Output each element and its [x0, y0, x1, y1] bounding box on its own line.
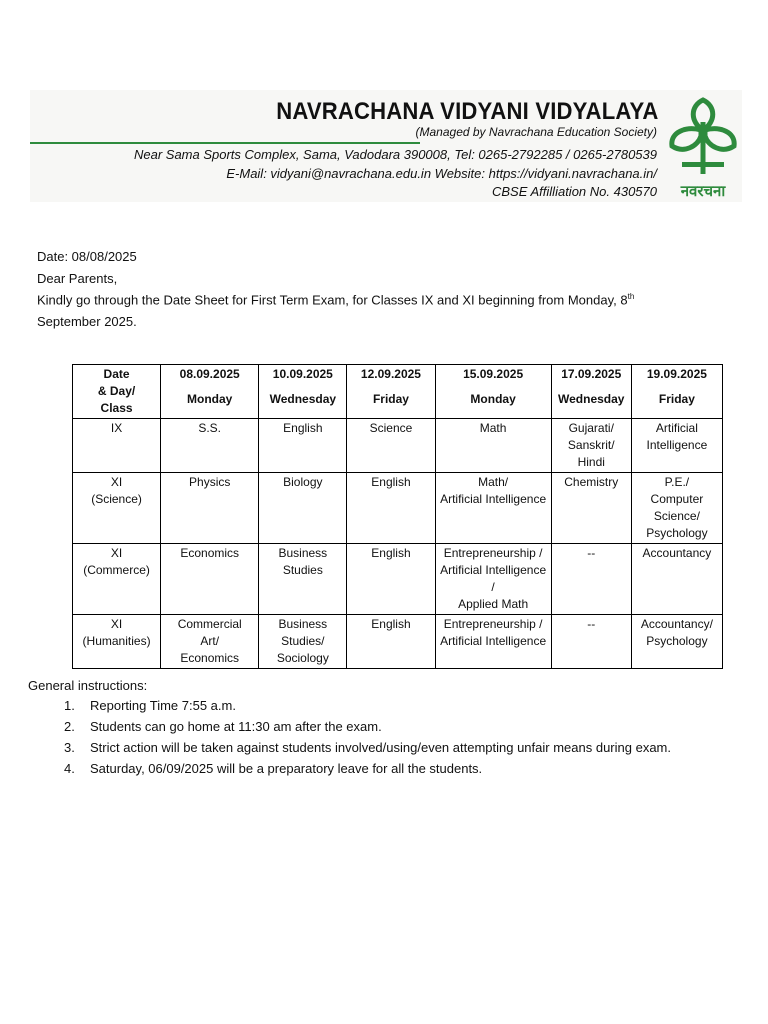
- subject-cell: [161, 473, 259, 544]
- subject-line: --: [587, 617, 596, 631]
- header-corner-line: Date: [103, 367, 130, 381]
- instruction-text: Strict action will be taken against students involved/using/even attempting unfair means during exam.: [90, 740, 671, 755]
- subject-line: Sanskrit/: [567, 438, 615, 452]
- instruction-item: [60, 759, 680, 779]
- table-row: [73, 544, 723, 615]
- table-row: [73, 473, 723, 544]
- header-corner-line: Class: [100, 401, 133, 415]
- subject-line: Psychology: [646, 634, 708, 648]
- subject-line: Physics: [189, 475, 231, 489]
- instruction-number: 1.: [64, 698, 75, 713]
- header-date-cell: [259, 365, 347, 419]
- subject-line: P.E./: [664, 475, 690, 489]
- class-line: (Commerce): [83, 563, 150, 577]
- header-date-cell: [631, 365, 722, 419]
- subject-line: Gujarati/: [568, 421, 614, 435]
- instruction-text: Students can go home at 11:30 am after the exam.: [90, 719, 382, 734]
- subject-cell: [347, 615, 435, 669]
- subject-line: Artificial Intelligence: [440, 492, 547, 506]
- header-date: 19.09.2025: [646, 367, 707, 381]
- instruction-text: Saturday, 06/09/2025 will be a preparatory leave for all the students.: [90, 761, 483, 776]
- letterhead-rule: [30, 142, 420, 144]
- header-day: Monday: [187, 392, 233, 406]
- instruction-number: 4.: [64, 761, 75, 776]
- subject-line: Biology: [283, 475, 323, 489]
- subject-line: Psychology: [646, 526, 708, 540]
- header-day: Wednesday: [269, 392, 337, 406]
- subject-cell: [435, 473, 551, 544]
- subject-cell: [259, 615, 347, 669]
- managed-by: (Managed by Navrachana Education Society): [415, 125, 657, 139]
- class-cell: [73, 419, 161, 473]
- header-day: Wednesday: [558, 392, 625, 406]
- subject-line: Entrepreneurship /: [443, 546, 543, 560]
- instruction-number: 2.: [64, 719, 75, 734]
- subject-line: Business: [278, 546, 328, 560]
- subject-line: Computer: [650, 492, 704, 506]
- subject-cell: [435, 615, 551, 669]
- subject-line: --: [587, 546, 596, 560]
- subject-cell: [161, 419, 259, 473]
- class-cell: [73, 615, 161, 669]
- subject-line: Sociology: [276, 651, 329, 665]
- school-contact: E-Mail: vidyani@navrachana.edu.in Website: https://vidyani.navrachana.in/: [226, 166, 657, 181]
- class-line: (Science): [91, 492, 142, 506]
- class-line: IX: [110, 421, 123, 435]
- subject-cell: [551, 473, 631, 544]
- subject-line: Artificial: [655, 421, 698, 435]
- letter-intro-text: Kindly go through the Date Sheet for First Term Exam, for Classes IX and XI beginning from Monday, 8: [37, 292, 628, 308]
- subject-cell: [551, 419, 631, 473]
- subject-line: Science: [369, 421, 413, 435]
- instruction-item: [60, 696, 680, 716]
- letter-intro-continued: September 2025.: [37, 314, 137, 329]
- table-row: [73, 615, 723, 669]
- subject-line: Math: [479, 421, 507, 435]
- header-date-cell: [161, 365, 259, 419]
- school-logo: [664, 92, 742, 200]
- subject-line: English: [283, 421, 323, 435]
- header-date: 10.09.2025: [272, 367, 333, 381]
- subject-line: Applied Math: [458, 597, 529, 611]
- letter-date: Date: 08/08/2025: [37, 249, 137, 264]
- subject-cell: [259, 419, 347, 473]
- date-sheet-table: [72, 364, 723, 669]
- subject-cell: [631, 544, 722, 615]
- date-sheet-body: [73, 419, 723, 669]
- class-cell: [73, 544, 161, 615]
- subject-line: Intelligence: [646, 438, 708, 452]
- instruction-text: Reporting Time 7:55 a.m.: [90, 698, 236, 713]
- header-date-cell: [347, 365, 435, 419]
- class-line: XI: [110, 617, 123, 631]
- affiliation-number: CBSE Affilliation No. 430570: [491, 184, 657, 199]
- subject-cell: [259, 473, 347, 544]
- instruction-number: 3.: [64, 740, 75, 755]
- header-day: Friday: [372, 392, 409, 406]
- header-date: 12.09.2025: [360, 367, 421, 381]
- subject-line: Accountancy/: [640, 617, 713, 631]
- subject-line: Economics: [180, 546, 240, 560]
- subject-line: Business: [278, 617, 328, 631]
- subject-line: Hindi: [577, 455, 605, 469]
- class-line: XI: [110, 546, 123, 560]
- class-cell: [73, 473, 161, 544]
- class-line: XI: [110, 475, 123, 489]
- header-corner-line: & Day/: [97, 384, 136, 398]
- subject-line: Commercial: [177, 617, 242, 631]
- subject-cell: [435, 419, 551, 473]
- subject-cell: [551, 544, 631, 615]
- instructions-title: General instructions:: [28, 678, 148, 693]
- subject-cell: [631, 419, 722, 473]
- header-date: 17.09.2025: [561, 367, 622, 381]
- letter-intro: [37, 292, 634, 307]
- header-date-cell: [551, 365, 631, 419]
- header-day: Monday: [470, 392, 516, 406]
- header-date: 15.09.2025: [463, 367, 524, 381]
- school-name: NAVRACHANA VIDYANI VIDYALAYA: [275, 98, 658, 125]
- subject-cell: [631, 615, 722, 669]
- subject-line: Science/: [653, 509, 700, 523]
- header-day: Friday: [658, 392, 695, 406]
- subject-cell: [347, 544, 435, 615]
- subject-line: Chemistry: [564, 475, 619, 489]
- header-date: 08.09.2025: [179, 367, 240, 381]
- subject-line: English: [371, 617, 411, 631]
- header-corner-cell: [73, 365, 161, 419]
- letter-salutation: Dear Parents,: [37, 271, 118, 286]
- subject-cell: [259, 544, 347, 615]
- subject-line: English: [371, 475, 411, 489]
- date-sheet-header: [73, 365, 723, 419]
- subject-cell: [161, 615, 259, 669]
- instruction-item: [60, 738, 680, 758]
- subject-line: Math/: [478, 475, 509, 489]
- subject-line: S.S.: [198, 421, 222, 435]
- subject-line: /: [491, 580, 495, 594]
- subject-cell: [435, 544, 551, 615]
- table-row: [73, 419, 723, 473]
- subject-line: Artificial Intelligence: [440, 634, 547, 648]
- subject-line: Economics: [180, 651, 240, 665]
- instructions-list: [60, 696, 680, 780]
- subject-cell: [161, 544, 259, 615]
- subject-cell: [551, 615, 631, 669]
- school-address: Near Sama Sports Complex, Sama, Vadodara 390008, Tel: 0265-2792285 / 0265-2780539: [133, 147, 657, 162]
- header-date-cell: [435, 365, 551, 419]
- subject-line: Entrepreneurship /: [443, 617, 543, 631]
- subject-cell: [347, 419, 435, 473]
- logo-text: नवरचना: [680, 182, 726, 200]
- subject-line: English: [371, 546, 411, 560]
- subject-line: Accountancy: [642, 546, 712, 560]
- instruction-item: [60, 717, 680, 737]
- subject-cell: [347, 473, 435, 544]
- subject-line: Artificial Intelligence: [440, 563, 547, 577]
- subject-cell: [631, 473, 722, 544]
- subject-line: Studies/: [281, 634, 325, 648]
- letter-intro-sup: th: [627, 292, 635, 301]
- class-line: (Humanities): [82, 634, 151, 648]
- subject-line: Studies: [282, 563, 323, 577]
- subject-line: Art/: [200, 634, 220, 648]
